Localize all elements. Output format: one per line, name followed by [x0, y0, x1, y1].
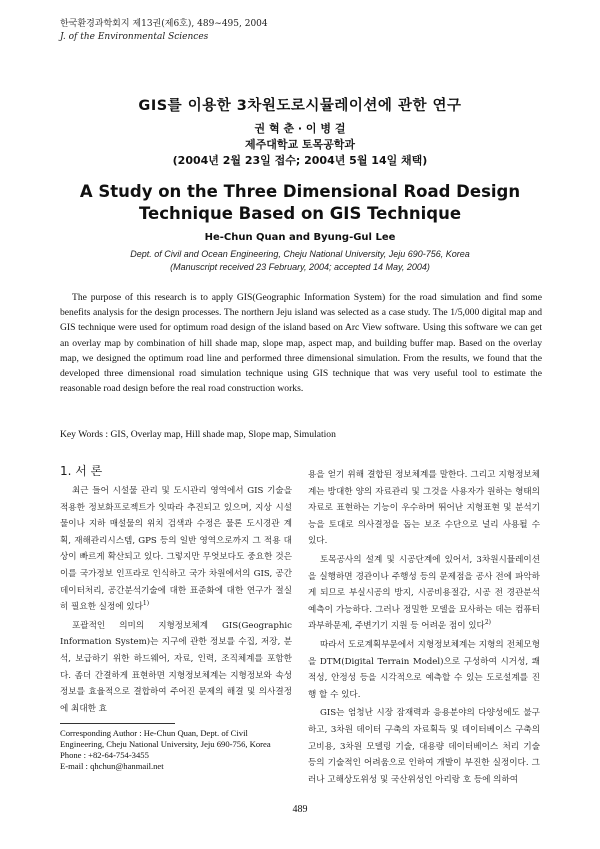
footnote-divider: [60, 723, 175, 724]
reference-marker: 1): [142, 600, 150, 608]
footnote-phone: Phone : +82-64-754-3455: [60, 750, 149, 760]
paragraph: [60, 483, 292, 616]
right-column: [308, 467, 540, 790]
title-english-line1: A Study on the Three Dimensional Road Design: [79, 182, 521, 201]
affiliation-korean: 제주대학교 토목공학과: [244, 138, 356, 151]
left-column: [60, 463, 292, 719]
authors-korean-block: [0, 121, 600, 169]
title-korean: GIS를 이용한 3차원도로시뮬레이션에 관한 연구: [138, 98, 462, 114]
footnote-author: Corresponding Author : He-Chun Quan, Dept. of Civil Engineering, Cheju National University, Jeju 690-756, Korea: [60, 728, 271, 749]
title-english: [0, 181, 600, 225]
paragraph: 용을 얻기 위해 결합된 정보체계를 말한다. 그리고 지형정보체계는 방대한 양의 자료관리 및 그것을 사용자가 원하는 형태의 자료로 표현하는 기능이 우수하며 뛰어난 지형표현 및 분석기능을 토대로 의사결정을 돕는 보조 수단으로 널리 사용될 수 있다.: [308, 470, 540, 547]
corresponding-author-footnote: [60, 728, 292, 772]
paragraph: 따라서 도로계획부문에서 지형정보체계는 지형의 전체모형을 DTM(Digital Terrain Model)으로 구성하여 시거성, 쾌적성, 안정성 등을 시각적으로 예측할 수 있는 도로설계를 진행 할 수 있다.: [308, 639, 540, 700]
journal-name-en: J. of the Environmental Sciences: [60, 32, 209, 42]
keywords: Key Words : GIS, Overlay map, Hill shade map, Slope map, Simulation: [60, 429, 336, 440]
paragraph-text: 토목공사의 설계 및 시공단계에 있어서, 3차원시뮬레이션을 실행하면 경관이나 주행성 등의 문제점을 공사 전에 파악하게 되므로 부실시공의 방지, 시공비용절감, 시공 전 경관분석 예측이 가능하다. 그러나 정밀한 모델을 묘사하는 데는 컴퓨터 과부하문제, 주변기기 지원 등 어려운 점이 있다: [308, 554, 540, 632]
reference-marker: 2): [484, 619, 492, 627]
received-korean: (2004년 2월 23일 접수; 2004년 5월 14일 채택): [172, 154, 428, 167]
paragraph: [308, 552, 540, 635]
paragraph: 포괄적인 의미의 지형정보체계 GIS(Geographic Information System)는 지구에 관한 정보를 수집, 저장, 분석, 보급하기 위한 하드웨어, 자료, 인력, 조직체계를 포함한다. 좀더 간결하게 표현하면 지형정보체계는 지형정보와 속성 정보를 효율적으로 결합하여 주어진 문제의 해결 및 의사결정에 최대한 효: [60, 620, 292, 714]
journal-header: [60, 18, 268, 44]
authors-english: He-Chun Quan and Byung-Gul Lee: [204, 232, 396, 243]
paragraph: GIS는 엄청난 시장 잠재력과 응용분야의 다양성에도 불구하고, 3차원 데이터 구축의 자료획득 및 데이터베이스 구축의 고비용, 3차원 모델링 기술, 대용량 데이터베이스 처리 기술 등의 기술적인 어려움으로 인하여 개발이 부진한 실정이다. 그러나 고해상도위성 및 국산위성인 아리랑 호 등에 의하여: [308, 708, 540, 785]
authors-korean: 권 혁 춘 · 이 병 걸: [254, 122, 346, 135]
paragraph-text: 최근 들어 시설물 관리 및 도시관리 영역에서 GIS 기술을 적용한 정보화프로젝트가 잇따라 추진되고 있으며, 지상 시설물이나 지하 매설물의 위치 검색과 수정은 물론 도시경관 계획, 재해관리시스템, GPS 등의 일반 영역으로까지 그 적용 대상이 빠르게 확산되고 있다. 그렇지만 무엇보다도 중요한 것은 이를 국가정보 인프라로 인식하고 국가 차원에서의 GIS, 공간데이터처리, 공간분석기술에 대한 표준화에 대한 연구가 절실히 필요한 실정에 있다: [60, 486, 292, 613]
page-number: 489: [292, 804, 308, 815]
affiliation-english-block: [0, 248, 600, 274]
received-english: (Manuscript received 23 February, 2004; accepted 14 May, 2004): [170, 262, 430, 272]
abstract: The purpose of this research is to apply GIS(Geographic Information System) for the road simulation and find some benefits analysis for the design processes. The northern Jeju island was selected as a case study. The 1/5,000 digital map and GIS technique were used for optimum road design of the island based on Arc View software. Using this software we can get an overlay map by combination of hill shade map, slope map, aspect map, and building buffer map. Based on the overlay map, we designed the optimum road line and performed three dimensional simulation. From the results, we found that the developed three dimensional road simulation technique using GIS technique that was very useful tool to estimate the reasonable road design before the real road construction works.: [60, 292, 542, 395]
journal-citation-ko: 한국환경과학회지 제13권(제6호), 489∼495, 2004: [60, 19, 268, 29]
section-heading: 1. 서 론: [60, 464, 103, 478]
title-english-line2: Technique Based on GIS Technique: [138, 204, 462, 223]
affiliation-english: Dept. of Civil and Ocean Engineering, Cheju National University, Jeju 690-756, Korea: [130, 249, 470, 259]
footnote-email: E-mail : qhchun@hanmail.net: [60, 761, 164, 771]
